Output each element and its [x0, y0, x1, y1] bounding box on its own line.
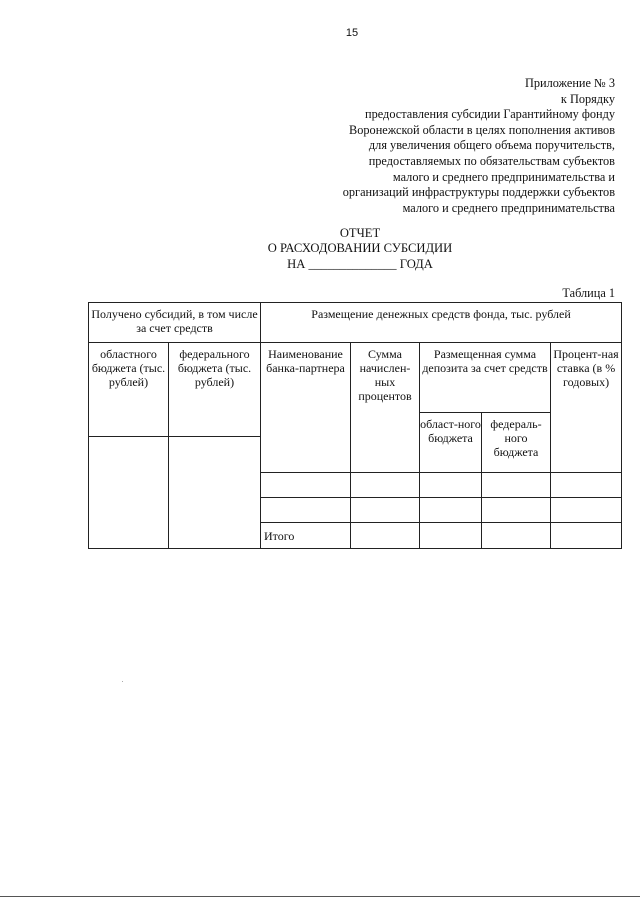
header-bank-partner: Наименование банка-партнера [261, 343, 351, 473]
table-cell [482, 523, 551, 549]
cell-federal-value [169, 437, 261, 549]
table-cell [420, 473, 482, 498]
appendix-line: малого и среднего предпринимательства и [392, 169, 615, 184]
title-line-report: ОТЧЕТ [339, 226, 381, 240]
table-label: Таблица 1 [562, 286, 615, 300]
table-cell [420, 498, 482, 523]
report-table [88, 302, 622, 549]
appendix-line: Приложение № 3 [524, 76, 615, 90]
appendix-header [275, 76, 615, 216]
header-received-subsidies: Получено субсидий, в том числе за счет средств [89, 303, 261, 343]
page-number: 15 [345, 27, 359, 39]
appendix-line: малого и среднего предпринимательства [402, 200, 615, 215]
appendix-line: для увеличения общего объема поручительств, [368, 138, 615, 153]
scan-speck [122, 681, 123, 682]
subheader-federal-budget: федераль-ного бюджета [482, 413, 551, 473]
bottom-rule [0, 896, 640, 897]
header-interest-rate: Процент-ная ставка (в % годовых) [551, 343, 622, 473]
header-regional-budget: областного бюджета (тыс. рублей) [89, 343, 169, 437]
table-cell [551, 498, 622, 523]
table-cell [482, 473, 551, 498]
report-title [230, 226, 490, 272]
table-cell [351, 473, 420, 498]
table-cell [482, 498, 551, 523]
appendix-line: к Порядку [560, 91, 615, 106]
appendix-line: организаций инфраструктуры поддержки субъектов [342, 185, 615, 200]
table-cell [420, 523, 482, 549]
table-cell [351, 523, 420, 549]
appendix-line: предоставления субсидии Гарантийному фонду [365, 107, 615, 122]
header-deposit-amount: Размещенная сумма депозита за счет средств [420, 343, 551, 413]
header-fund-placement: Размещение денежных средств фонда, тыс. рублей [261, 303, 622, 343]
appendix-line: предоставляемых по обязательствам субъектов [368, 153, 615, 168]
table-cell [261, 473, 351, 498]
table-cell [551, 473, 622, 498]
subheader-regional-budget: област-ного бюджета [420, 413, 482, 473]
total-row-label: Итого [261, 523, 351, 549]
title-line-year: НА ______________ ГОДА [287, 256, 433, 271]
header-federal-budget: федерального бюджета (тыс. рублей) [169, 343, 261, 437]
header-accrued-interest: Сумма начислен-ных процентов [351, 343, 420, 473]
appendix-line: Воронежской области в целях пополнения активов [349, 122, 615, 137]
title-line-subject: О РАСХОДОВАНИИ СУБСИДИИ [267, 241, 453, 256]
cell-regional-value [89, 437, 169, 549]
table-cell [261, 498, 351, 523]
table-cell [551, 523, 622, 549]
table-cell [351, 498, 420, 523]
